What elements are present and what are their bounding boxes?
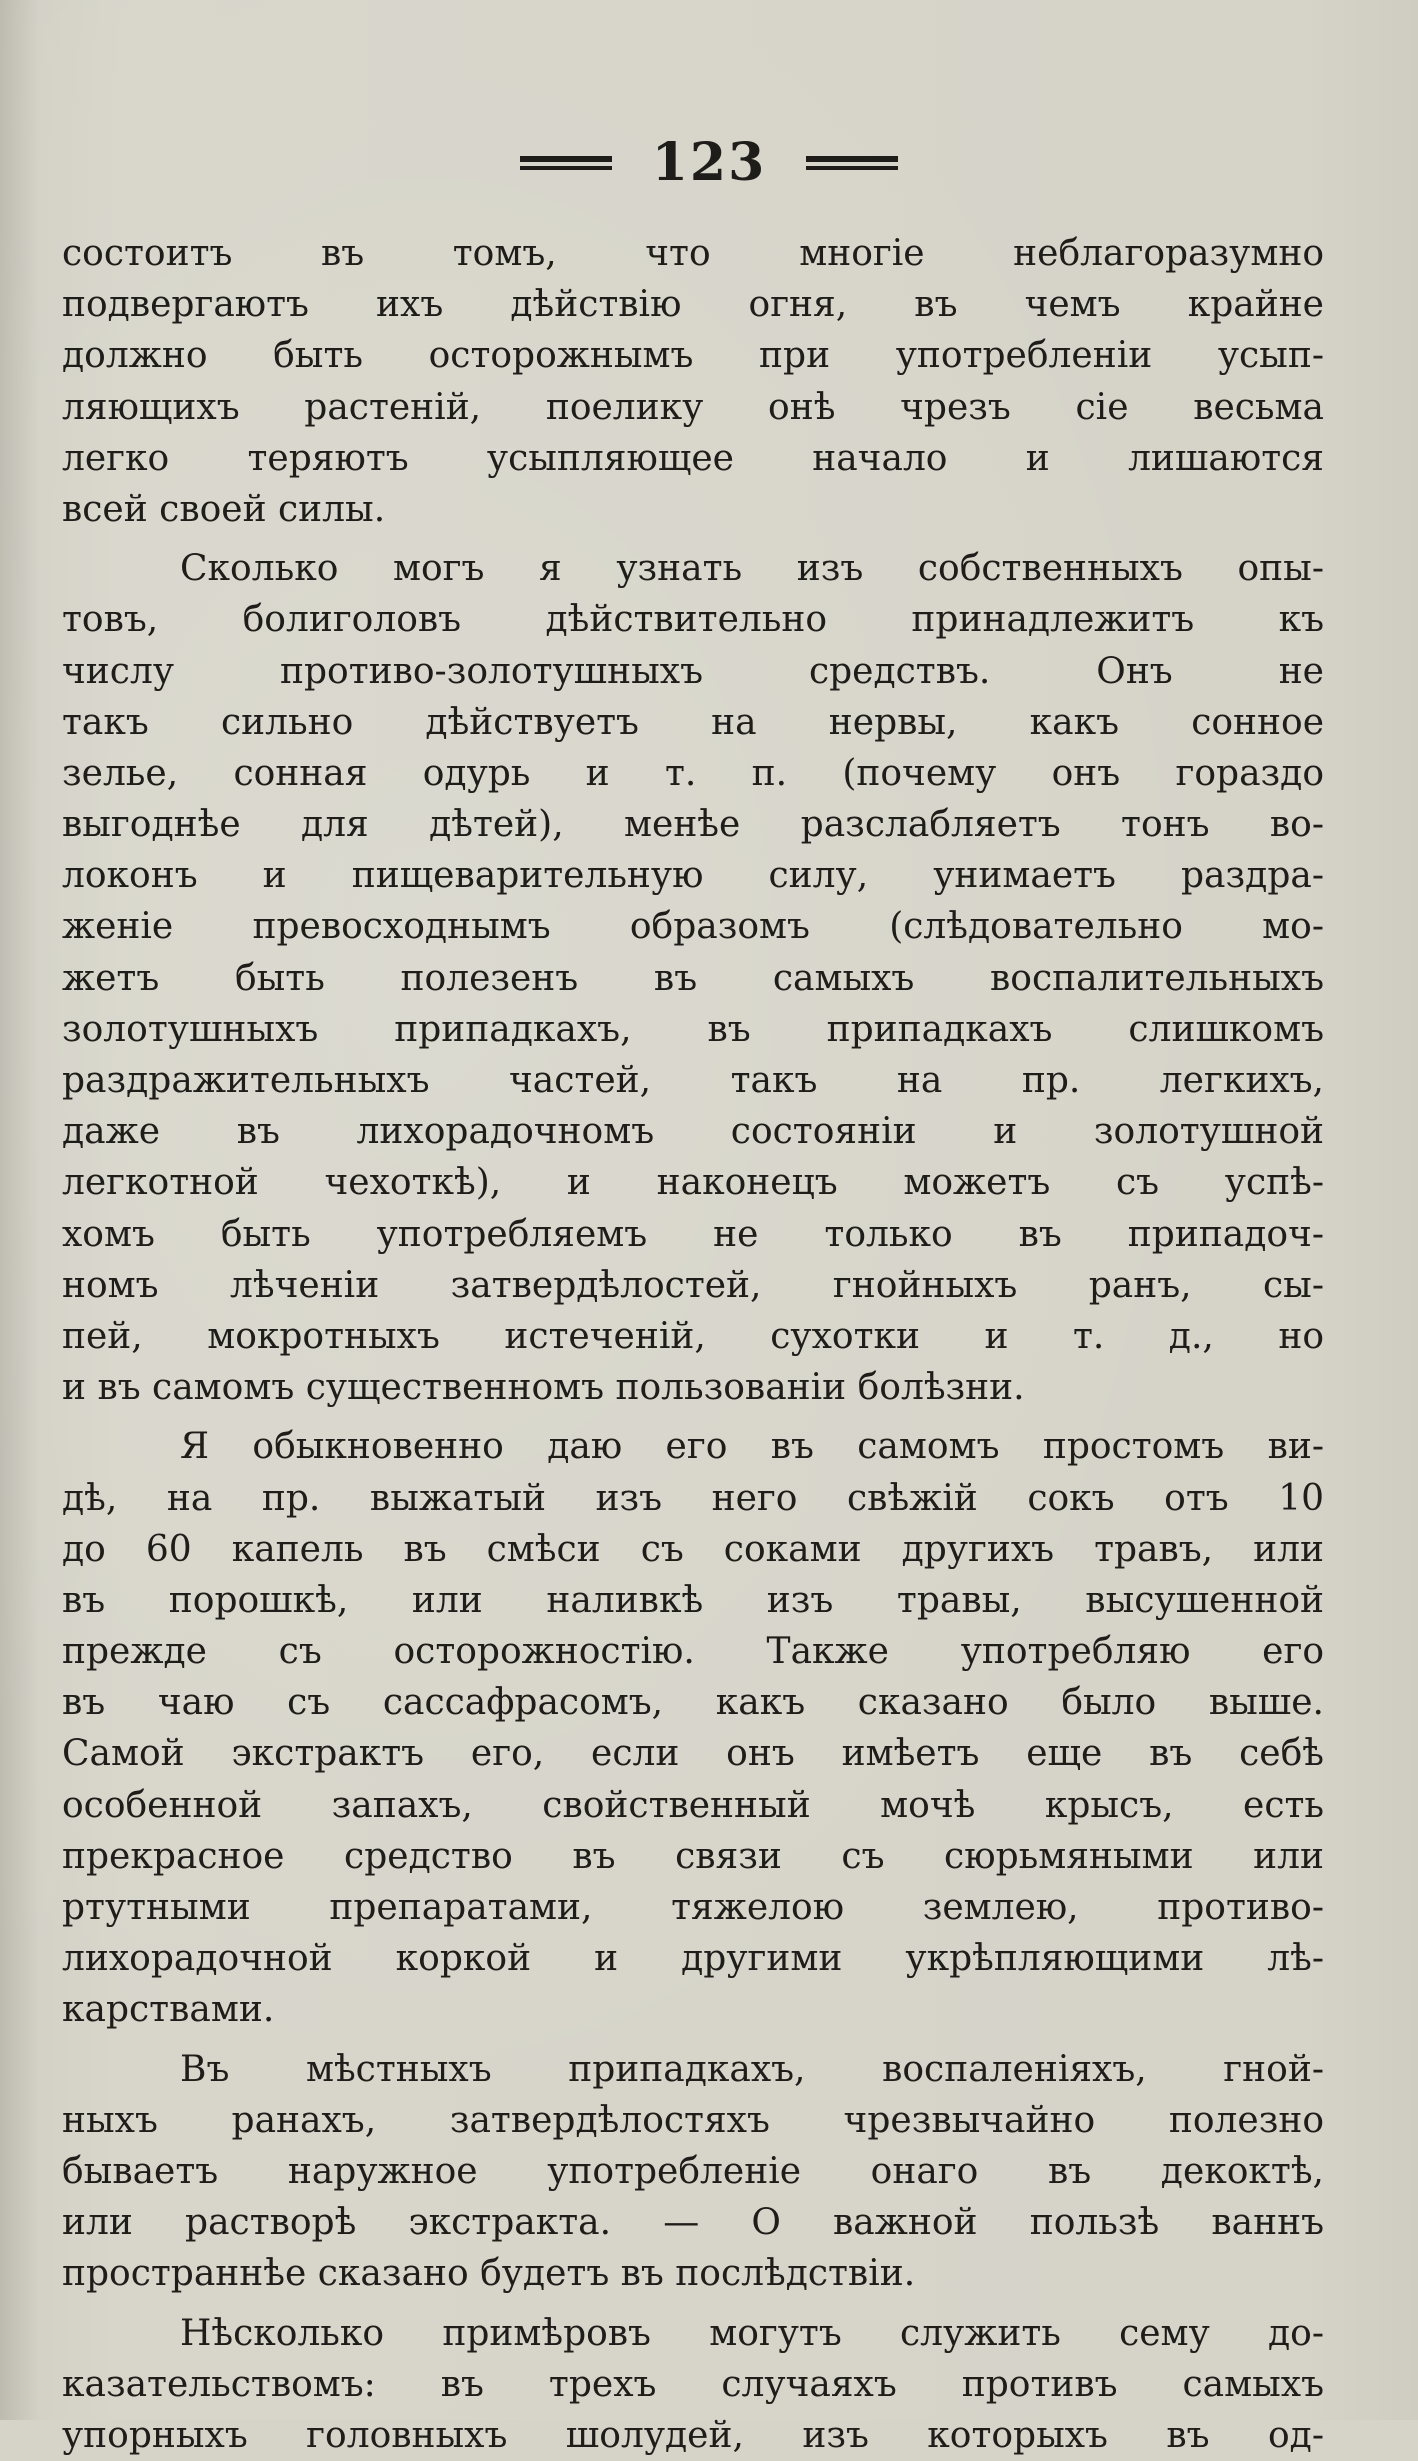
- text-line: до 60 капель въ смѣси съ соками другихъ травъ, или: [62, 1524, 1324, 1575]
- paragraph-gap: [62, 535, 1324, 543]
- text-line: ляющихъ растеній, поелику онѣ чрезъ сіе весьма: [62, 382, 1324, 433]
- body-text: [62, 228, 1324, 2461]
- text-line: прежде съ осторожностію. Также употребляю его: [62, 1626, 1324, 1677]
- text-line: числу противо-золотушныхъ средствъ. Онъ не: [62, 646, 1324, 697]
- text-line: лихорадочной коркой и другими укрѣпляющими лѣ-: [62, 1933, 1324, 1984]
- text-line: женіе превосходнымъ образомъ (слѣдовательно мо-: [62, 901, 1324, 952]
- paragraph: [62, 2308, 1324, 2461]
- text-line: зелье, сонная одурь и т. п. (почему онъ гораздо: [62, 748, 1324, 799]
- paragraph: [62, 1421, 1324, 2035]
- text-line: Нѣсколько примѣровъ могутъ служить сему до-: [62, 2308, 1324, 2359]
- text-line: пространнѣе сказано будетъ въ послѣдствіи.: [62, 2248, 1324, 2299]
- text-line: Я обыкновенно даю его въ самомъ простомъ ви-: [62, 1421, 1324, 1472]
- text-line: упорныхъ головныхъ шолудей, изъ которыхъ въ од-: [62, 2410, 1324, 2461]
- text-line: хомъ быть употребляемъ не только въ припадоч-: [62, 1209, 1324, 1260]
- text-line: и въ самомъ существенномъ пользованіи болѣзни.: [62, 1362, 1324, 1413]
- text-line: пей, мокротныхъ истеченій, сухотки и т. д., но: [62, 1311, 1324, 1362]
- text-line: прекрасное средство въ связи съ сюрьмяными или: [62, 1831, 1324, 1882]
- text-line: въ чаю съ сассафрасомъ, какъ сказано было выше.: [62, 1677, 1324, 1728]
- text-line: локонъ и пищеварительную силу, унимаетъ раздра-: [62, 850, 1324, 901]
- paragraph: [62, 543, 1324, 1413]
- text-line: Сколько могъ я узнать изъ собственныхъ опы-: [62, 543, 1324, 594]
- text-line: въ порошкѣ, или наливкѣ изъ травы, высушенной: [62, 1575, 1324, 1626]
- paragraph-gap: [62, 2300, 1324, 2308]
- text-line: состоитъ въ томъ, что многіе неблагоразумно: [62, 228, 1324, 279]
- text-line: или растворѣ экстракта. — О важной пользѣ ваннъ: [62, 2197, 1324, 2248]
- left-decorative-rule: [520, 156, 612, 170]
- text-line: выгоднѣе для дѣтей), менѣе разслабляетъ тонъ во-: [62, 799, 1324, 850]
- text-line: Въ мѣстныхъ припадкахъ, воспаленіяхъ, гной-: [62, 2044, 1324, 2095]
- text-line: такъ сильно дѣйствуетъ на нервы, какъ сонное: [62, 697, 1324, 748]
- paragraph-gap: [62, 2036, 1324, 2044]
- paragraph-gap: [62, 1413, 1324, 1421]
- text-line: золотушныхъ припадкахъ, въ припадкахъ слишкомъ: [62, 1004, 1324, 1055]
- right-decorative-rule: [806, 156, 898, 170]
- text-line: легкотной чехоткѣ), и наконецъ можетъ съ успѣ-: [62, 1157, 1324, 1208]
- text-line: ныхъ ранахъ, затвердѣлостяхъ чрезвычайно полезно: [62, 2095, 1324, 2146]
- text-line: должно быть осторожнымъ при употребленіи усып-: [62, 330, 1324, 381]
- text-line: карствами.: [62, 1984, 1324, 2035]
- text-line: подвергаютъ ихъ дѣйствію огня, въ чемъ крайне: [62, 279, 1324, 330]
- text-line: Самой экстрактъ его, если онъ имѣетъ еще въ себѣ: [62, 1728, 1324, 1779]
- text-line: дѣ, на пр. выжатый изъ него свѣжій сокъ отъ 10: [62, 1473, 1324, 1524]
- text-line: бываетъ наружное употребленіе онаго въ декоктѣ,: [62, 2146, 1324, 2197]
- text-line: ртутными препаратами, тяжелою землею, противо-: [62, 1882, 1324, 1933]
- text-line: всей своей силы.: [62, 484, 1324, 535]
- page-number: 123: [652, 128, 767, 198]
- paragraph: [62, 2044, 1324, 2300]
- text-line: казательствомъ: въ трехъ случаяхъ противъ самыхъ: [62, 2359, 1324, 2410]
- text-line: раздражительныхъ частей, такъ на пр. легкихъ,: [62, 1055, 1324, 1106]
- text-line: номъ лѣченіи затвердѣлостей, гнойныхъ ранъ, сы-: [62, 1260, 1324, 1311]
- running-head: [0, 128, 1418, 198]
- text-line: даже въ лихорадочномъ состояніи и золотушной: [62, 1106, 1324, 1157]
- text-line: легко теряютъ усыпляющее начало и лишаются: [62, 433, 1324, 484]
- text-line: жетъ быть полезенъ въ самыхъ воспалительныхъ: [62, 953, 1324, 1004]
- text-line: особенной запахъ, свойственный мочѣ крысъ, есть: [62, 1780, 1324, 1831]
- paragraph: [62, 228, 1324, 535]
- text-line: товъ, болиголовъ дѣйствительно принадлежитъ къ: [62, 594, 1324, 645]
